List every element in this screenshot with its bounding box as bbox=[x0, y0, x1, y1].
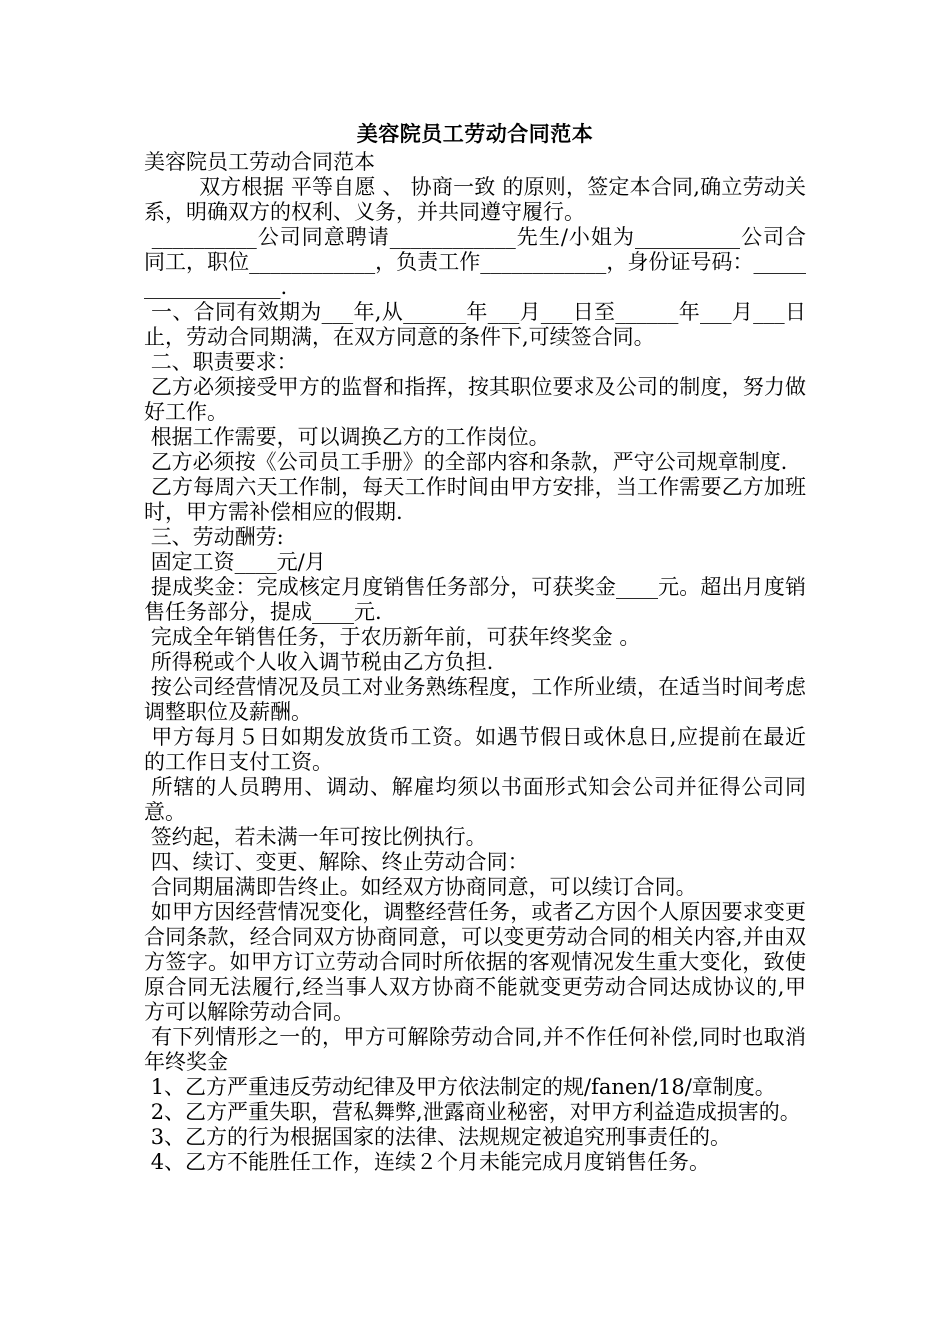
section-4-heading: 四、续订、变更、解除、终止劳动合同： bbox=[144, 850, 529, 874]
duty-paragraph: 乙方必须接受甲方的监督和指挥，按其职位要求及公司的制度，努力做好工作。 bbox=[144, 375, 806, 424]
list-item: 2、乙方严重失职，营私舞弊,泄露商业秘密，对甲方利益造成损害的。 bbox=[144, 1100, 801, 1124]
duty-paragraph: 根据工作需要，可以调换乙方的工作岗位。 bbox=[144, 425, 550, 449]
subtitle-paragraph: 美容院员工劳动合同范本 bbox=[144, 150, 375, 174]
section-3-heading: 三、劳动酬劳: bbox=[144, 525, 284, 549]
list-item: 1、乙方严重违反劳动纪律及甲方依法制定的规/fanen/18/章制度。 bbox=[144, 1075, 776, 1099]
list-item: 3、乙方的行为根据国家的法律、法规规定被追究刑事责任的。 bbox=[144, 1125, 732, 1149]
pay-paragraph: 固定工资____元/月 bbox=[144, 550, 326, 574]
pay-paragraph: 所辖的人员聘用、调动、解雇均须以书面形式知会公司并征得公司同意。 bbox=[144, 775, 806, 824]
contract-paragraph: 有下列情形之一的，甲方可解除劳动合同,并不作任何补偿,同时也取消年终奖金 bbox=[144, 1025, 806, 1074]
pay-paragraph: 所得税或个人收入调节税由乙方负担. bbox=[144, 650, 494, 674]
document-body bbox=[144, 120, 806, 1175]
hiring-paragraph: __________公司同意聘请____________先生/小姐为__________公司合同工，职位____________，负责工作____________，身份证号码：__________________. bbox=[144, 225, 806, 299]
pay-paragraph: 签约起，若未满一年可按比例执行。 bbox=[144, 825, 487, 849]
section-2-heading: 二、职责要求： bbox=[144, 350, 298, 374]
pay-paragraph: 提成奖金：完成核定月度销售任务部分，可获奖金____元。超出月度销售任务部分，提成____元. bbox=[144, 575, 806, 624]
pay-paragraph: 甲方每月５日如期发放货币工资。如遇节假日或休息日,应提前在最近的工作日支付工资。 bbox=[144, 725, 806, 774]
preamble-paragraph: 双方根据 平等自愿 、 协商一致 的原则，签定本合同,确立劳动关系，明确双方的权利、义务，并共同遵守履行。 bbox=[144, 175, 807, 224]
contract-paragraph: 合同期届满即告终止。如经双方协商同意，可以续订合同。 bbox=[144, 875, 697, 899]
section-1-term: 一、合同有效期为___年,从______年___月___日至______年___月___日止，劳动合同期满，在双方同意的条件下,可续签合同。 bbox=[144, 300, 806, 349]
pay-paragraph: 按公司经营情况及员工对业务熟练程度，工作所业绩，在适当时间考虑调整职位及薪酬。 bbox=[144, 675, 806, 724]
duty-paragraph: 乙方必须按《公司员工手册》的全部内容和条款，严守公司规章制度. bbox=[144, 450, 788, 474]
document-title: 美容院员工劳动合同范本 bbox=[356, 121, 594, 146]
contract-paragraph: 如甲方因经营情况变化，调整经营任务，或者乙方因个人原因要求变更合同条款，经合同双方协商同意，可以变更劳动合同的相关内容,并由双方签字。如甲方订立劳动合同时所依据的客观情况发生重大变化，致使原合同无法履行,经当事人双方协商不能就变更劳动合同达成协议的,甲方可以解除劳动合同。 bbox=[144, 900, 806, 1024]
list-item: 4、乙方不能胜任工作，连续２个月未能完成月度销售任务。 bbox=[144, 1150, 711, 1174]
duty-paragraph: 乙方每周六天工作制，每天工作时间由甲方安排，当工作需要乙方加班时，甲方需补偿相应的假期. bbox=[144, 475, 806, 524]
pay-paragraph: 完成全年销售任务，于农历新年前，可获年终奖金 。 bbox=[144, 625, 641, 649]
